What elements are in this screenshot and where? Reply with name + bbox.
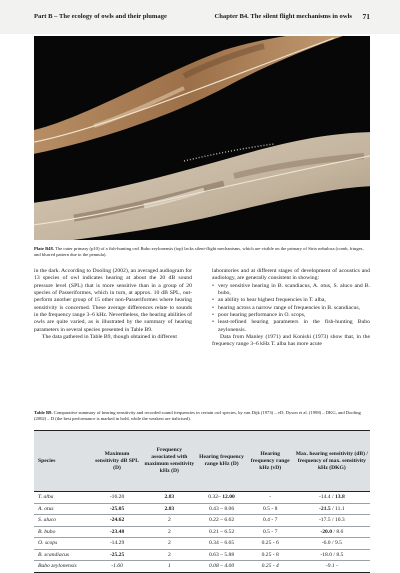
left-column xyxy=(34,268,192,341)
cell: 0.08 – 4.00 xyxy=(196,561,246,573)
cell-part-bold: -20.0 xyxy=(320,528,332,535)
cell: 2.83 xyxy=(142,492,196,504)
figure-caption xyxy=(34,246,370,258)
cell-part-bold: 12.00 xyxy=(222,494,235,501)
table-row xyxy=(34,515,370,527)
species-cell: S. aluco xyxy=(34,515,92,527)
table-caption xyxy=(34,410,370,422)
list-item: • least-refined hearing parameters in the fish-hunting Bubo zeylonensis. xyxy=(212,319,370,334)
cell: -24.62 xyxy=(92,515,143,527)
feather-illustration xyxy=(34,36,370,240)
cell: 0.25 - 4 xyxy=(247,561,294,573)
cell: -9.1 - xyxy=(294,561,370,573)
paragraph: in the dark. According to Dooling (2002), an averaged audiogram for 13 species of owl indicates hearing at about the 20 dB sound pressure level (SPL) that is more sensitive than in a group of 20 species of Passeriformes, which in turn, at approx. 10 dB SPL, out-perform another group of 15 other non-Passeriformes where hearing sensitivity is concerned. These average differences relate to sounds in the frequency range 3–6 kHz. Nevertheless, the hearing abilities of owls are quite varied, as is illustrated by the summary of hearing parameters in several species presented in Table B9. xyxy=(34,268,192,333)
paragraph: laboratories and at different stages of development of acoustics and audiology, are generally consistent in showing: xyxy=(212,268,370,282)
cell: 0.43 – 8.06 xyxy=(196,503,246,515)
cell: -17.5 / 10.3 xyxy=(294,515,370,527)
feather-photo xyxy=(34,36,370,240)
list-item: • poor hearing performance in O. scops, xyxy=(212,312,370,319)
cell: 0.5 - 8 xyxy=(247,503,294,515)
figure-caption-text: The outer primary (p10) of a fish-hunting owl Bubo zeylonensis (top) lacks silent-flight mechanisms, which are visible on the primary of Strix nebulosa (comb, fringes, and blurred pattern due to the pennula). xyxy=(34,246,364,257)
species-cell: O. scops xyxy=(34,538,92,550)
cell: 2 xyxy=(142,538,196,550)
table-caption-text: Comparative summary of hearing sensitivity and recorded sound frequencies in certain owl species, by van Dijk (1973) – vD, Dyson et al. (1998) – DKG, and Dooling (2002) – D (the best performance is marked in bold, while the weakest are italicised). xyxy=(34,410,361,422)
cell: 2 xyxy=(142,526,196,538)
cell: 1 xyxy=(142,561,196,573)
cell: 0.25 - 6 xyxy=(247,538,294,550)
list-item: • an ability to hear highest frequencies in T. alba, xyxy=(212,297,370,304)
list-item: • very sensitive hearing in B. scandiacus, A. otus, S. aluco and B. bubo, xyxy=(212,283,370,298)
cell xyxy=(294,492,370,504)
page-number: 71 xyxy=(362,12,370,21)
species-cell: T. alba xyxy=(34,492,92,504)
cell-part: -14.4 / xyxy=(318,494,335,501)
cell: 2.83 xyxy=(142,503,196,515)
cell: 0.4 - 7 xyxy=(247,515,294,527)
cell: 2 xyxy=(142,515,196,527)
paragraph: The data gathered in Table B9, though obtained in different xyxy=(42,334,177,341)
cell-part-bold: -21.5 xyxy=(319,505,331,512)
cell xyxy=(196,492,246,504)
right-column xyxy=(212,268,370,349)
cell: -18.0 / 8.5 xyxy=(294,549,370,561)
cell: -6.0 / 9.5 xyxy=(294,538,370,550)
cell: -23.48 xyxy=(92,526,143,538)
cell: 0.21 – 6.52 xyxy=(196,526,246,538)
table-row xyxy=(34,492,370,504)
species-cell: B. bubo xyxy=(34,526,92,538)
table-row xyxy=(34,549,370,561)
running-header xyxy=(0,0,400,34)
cell: 0.22 – 6.62 xyxy=(196,515,246,527)
cell: -1.60 xyxy=(92,561,143,573)
hearing-table-wrapper xyxy=(34,430,370,573)
cell: -25.25 xyxy=(92,549,143,561)
cell: 0.63 – 5.88 xyxy=(196,549,246,561)
cell: 0.34 – 6.65 xyxy=(196,538,246,550)
findings-list xyxy=(212,283,370,334)
column-header: Frequency associated with maximum sensitivity kHz (D) xyxy=(142,431,196,492)
cell: 2 xyxy=(142,549,196,561)
paragraph: Data from Manley (1971) and Konishi (1973) show that, in the frequency range 3–6 kHz T. alba has more acute xyxy=(212,334,370,348)
cell-part: / 11.1 xyxy=(330,505,345,512)
table-row xyxy=(34,538,370,550)
cell-part: / 8.6 xyxy=(332,528,344,535)
cell: -16.20 xyxy=(92,492,143,504)
part-title: Part B – The ecology of owls and their plumage xyxy=(34,13,167,20)
column-header: Max. hearing sensitivity (dB) / frequency of max. sensitivity kHz (DKG) xyxy=(294,431,370,492)
cell xyxy=(294,526,370,538)
figure-label: Plate B48. xyxy=(34,246,54,251)
cell: -25.05 xyxy=(92,503,143,515)
column-header: Species xyxy=(34,431,92,492)
table-row xyxy=(34,526,370,538)
cell: 0.5 - 7 xyxy=(247,526,294,538)
chapter-title: Chapter B4. The silent flight mechanisms in owls xyxy=(214,13,352,20)
table-header-row xyxy=(34,431,370,492)
species-cell: B. scandiacus xyxy=(34,549,92,561)
list-item: • hearing across a narrow range of frequencies in B. scandiacus, xyxy=(212,305,370,312)
column-header: Hearing frequency range kHz (vD) xyxy=(247,431,294,492)
column-header: Hearing frequency range kHz (D) xyxy=(196,431,246,492)
cell xyxy=(294,503,370,515)
cell: - xyxy=(247,492,294,504)
cell-part-bold: 13.8 xyxy=(334,494,345,501)
species-cell: Bubo zeylonensis xyxy=(34,561,92,573)
hearing-table xyxy=(34,430,370,573)
cell-part: 0.32– xyxy=(208,494,223,501)
cell: -14.29 xyxy=(92,538,143,550)
cell: 0.25 - 8 xyxy=(247,549,294,561)
table-row xyxy=(34,503,370,515)
table-row xyxy=(34,561,370,573)
column-header: Maximum sensitivity dB SPL (D) xyxy=(92,431,143,492)
table-label: Table B9. xyxy=(34,410,53,415)
species-cell: A. otus xyxy=(34,503,92,515)
